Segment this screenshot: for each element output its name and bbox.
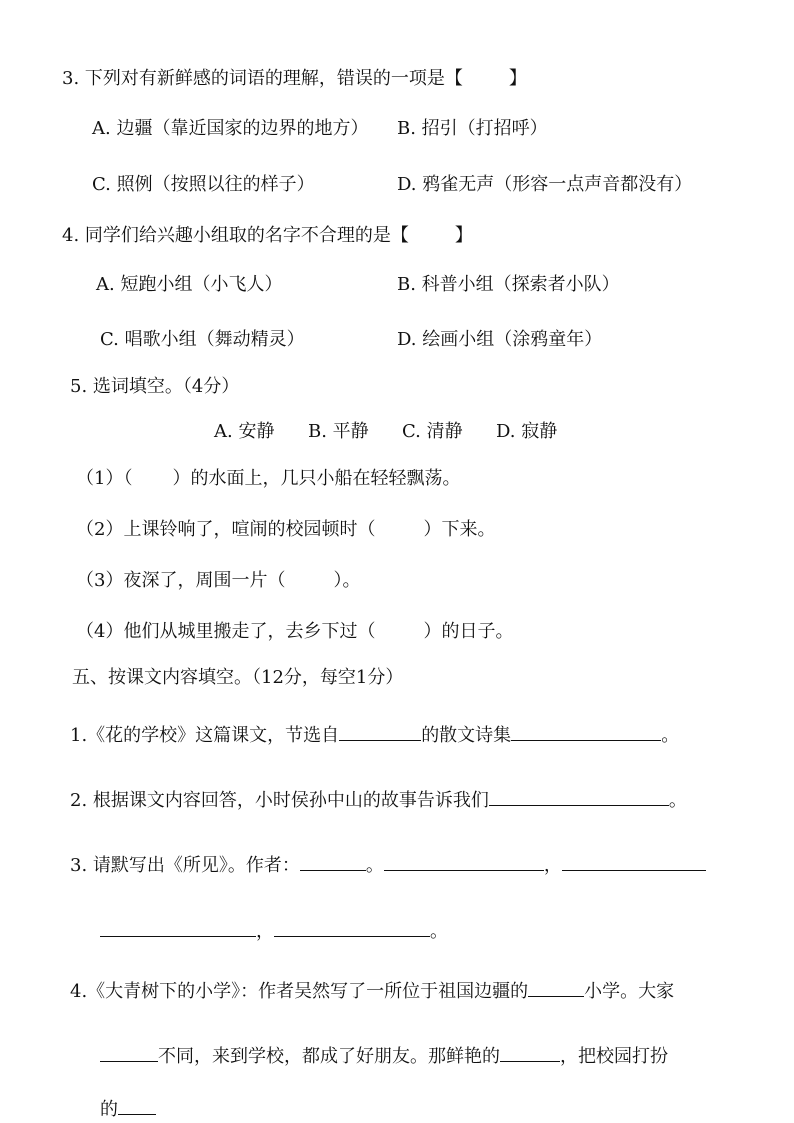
section5-item-4: 4.《大青树下的小学》：作者吴然写了一所位于祖国边疆的 小学。大家 bbox=[70, 978, 674, 1004]
fill-blank[interactable] bbox=[562, 852, 706, 871]
q5-sentence-3: （3）夜深了，周围一片（ ）。 bbox=[76, 570, 361, 591]
q4-option-b: B. 科普小组（探索者小队） bbox=[397, 274, 620, 295]
fill-blank[interactable] bbox=[500, 1043, 560, 1062]
q5-sentence-4: （4）他们从城里搬走了，去乡下过（ ）的日子。 bbox=[76, 621, 514, 642]
fill-blank[interactable] bbox=[274, 918, 430, 937]
section5-item-3-cont: ， 。 bbox=[100, 918, 448, 944]
choice-b: B. 平静 bbox=[308, 421, 369, 442]
q3-option-d: D. 鸦雀无声（形容一点声音都没有） bbox=[397, 174, 693, 195]
section-five-title: 五、按课文内容填空。（12分，每空1分） bbox=[72, 667, 404, 688]
section5-item-4-cont2: 的 bbox=[100, 1096, 156, 1122]
section5-item-3: 3. 请默写出《所见》。作者： 。 ， bbox=[70, 852, 706, 878]
section5-item-1: 1.《花的学校》这篇课文，节选自 的散文诗集 。 bbox=[70, 722, 679, 748]
fill-blank[interactable] bbox=[528, 978, 584, 997]
q3-option-b: B. 招引（打招呼） bbox=[397, 118, 548, 139]
q3-stem: 3. 下列对有新鲜感的词语的理解，错误的一项是【 】 bbox=[62, 68, 527, 89]
choice-a: A. 安静 bbox=[214, 421, 275, 442]
q5-word-choices bbox=[214, 420, 557, 444]
q3-option-c: C. 照例（按照以往的样子） bbox=[92, 174, 315, 195]
q4-option-c: C. 唱歌小组（舞动精灵） bbox=[100, 329, 305, 350]
fill-blank[interactable] bbox=[489, 787, 669, 806]
section5-item-4-cont: 不同，来到学校，都成了好朋友。那鲜艳的 ，把校园打扮 bbox=[100, 1043, 668, 1069]
q5-stem: 5. 选词填空。（4分） bbox=[70, 376, 240, 397]
fill-blank[interactable] bbox=[300, 852, 366, 871]
fill-blank[interactable] bbox=[100, 1043, 158, 1062]
choice-c: C. 清静 bbox=[402, 421, 463, 442]
q4-option-d: D. 绘画小组（涂鸦童年） bbox=[397, 329, 603, 350]
q3-option-a: A. 边疆（靠近国家的边界的地方） bbox=[92, 118, 369, 139]
fill-blank[interactable] bbox=[384, 852, 544, 871]
q5-sentence-1: （1）（ ）的水面上，几只小船在轻轻飘荡。 bbox=[76, 468, 461, 489]
choice-d: D. 寂静 bbox=[496, 421, 558, 442]
fill-blank[interactable] bbox=[100, 918, 256, 937]
q4-option-a: A. 短跑小组（小飞人） bbox=[96, 274, 283, 295]
fill-blank[interactable] bbox=[511, 722, 661, 741]
q4-stem: 4. 同学们给兴趣小组取的名字不合理的是【 】 bbox=[62, 225, 473, 246]
section5-item-2: 2. 根据课文内容回答，小时侯孙中山的故事告诉我们 。 bbox=[70, 787, 687, 813]
q5-sentence-2: （2）上课铃响了，喧闹的校园顿时（ ）下来。 bbox=[76, 519, 496, 540]
fill-blank[interactable] bbox=[118, 1096, 156, 1115]
fill-blank[interactable] bbox=[339, 722, 421, 741]
